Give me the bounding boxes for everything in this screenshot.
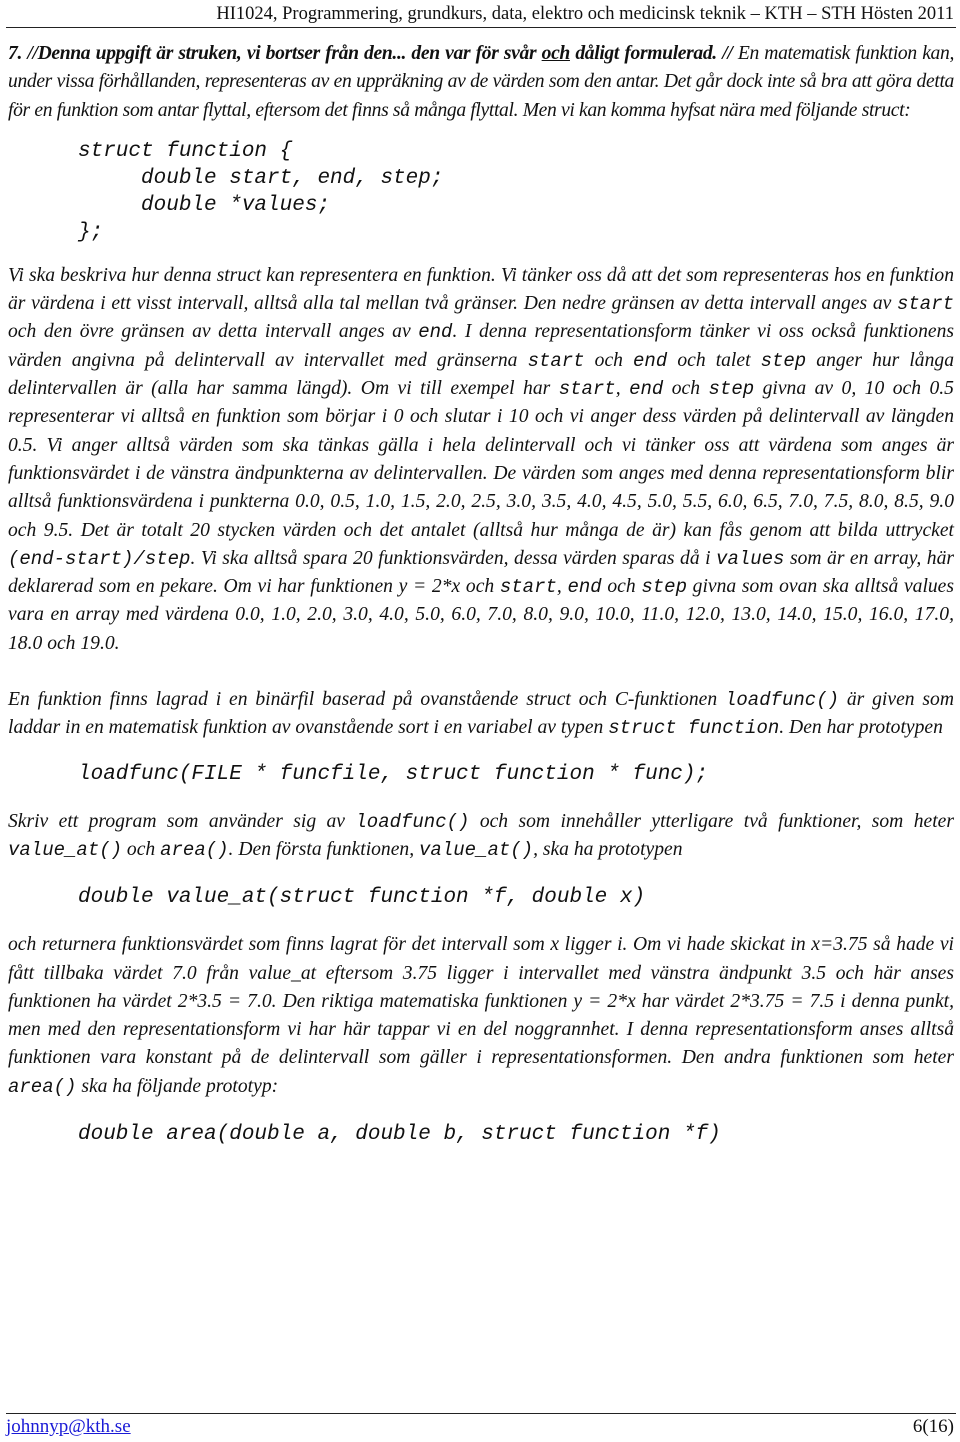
task-intro-text: En matematisk funktion kan, under vissa förhållanden, representeras av en uppräkning av de värden som den antar. Det går dock inte så bra att göra detta för en funktion som antar flyttal, eftersom det finns så många flyttal. Men vi kan komma hyfsat nära med följande struct: (8, 43, 954, 121)
page-footer (6, 1416, 954, 1438)
document-body (8, 40, 954, 1148)
value-at-prototype: double value_at(struct function *f, double x) (78, 886, 646, 910)
task-intro-paragraph (8, 40, 954, 125)
value-at-explanation-paragraph: och returnera funktionsvärdet som finns lagrat för det intervall som x ligger i. Om vi hade skickat in x=3.75 så hade vi fått tillbaka värdet 7.0 från value_at eftersom 3.75 ligger i intervallet med vänstra ändpunkt 3.5 och här anses funktionen ha värdet 2*3.5 = 7.0. Den riktiga matematiska funktionen y = 2*x har värdet 2*3.75 = 7.5 i denna punkt, men med den representationsform vi har här tappar vi en del noggrannhet. I denna representationsform anses alltså funktionen vara konstant på de delintervall som gäller i representationsformen. Den andra funktionen som heter area() ska ha följande prototyp: (8, 934, 954, 1098)
task-title-underlined: och (541, 43, 570, 64)
task-title: 7. //Denna uppgift är struken, vi bortser från den... den var för svår och dåligt formulerad. // (8, 43, 733, 64)
program-task-paragraph: Skriv ett program som använder sig av loadfunc() och som innehåller ytterligare två funktioner, som heter value_at() och area(). Den första funktionen, value_at(), ska ha prototypen (8, 810, 954, 861)
struct-code-block: struct function { double start, end, step; double *values; }; (78, 139, 444, 244)
footer-divider (6, 1413, 956, 1414)
page-number: 6(16) (912, 1416, 954, 1437)
header-divider (6, 27, 956, 28)
loadfunc-paragraph: En funktion finns lagrad i en binärfil baserad på ovanstående struct och C-funktionen loadfunc() är given som laddar in en matematisk funktion av ovanstående sort i en variabel av typen struct function. Den har prototypen (8, 689, 954, 740)
struct-explanation-paragraph: Vi ska beskriva hur denna struct kan representera en funktion. Vi tänker oss då att det som representeras hos en funktion är värdena i ett visst intervall, alltså alla tal mellan två gränser. Den nedre gränsen av detta intervall anges av start och den övre gränsen av detta intervall anges av end. I denna representationsform tänker vi oss också funktionens värden angivna på delintervall av intervallet med gränserna start och end och talet step anger hur långa delintervallen är (alla har samma längd). Om vi till exempel har start, end och step givna av 0, 10 och 0.5 representerar vi alltså en funktion som börjar i 0 och slutar i 10 och vi anger dess värden på delintervall av längden 0.5. Vi anger alltså värden som ska tänkas gälla i hela delintervall och vi tänker oss att värdena som anges är funktionsvärdet i de vänstra ändpunkterna av delintervallen. De värden som anges med denna representationsform blir alltså funktionsvärdena i punkterna 0.0, 0.5, 1.0, 1.5, 2.0, 2.5, 3.0, 3.5, 4.0, 4.5, 5.0, 5.5, 6.0, 6.5, 7.0, 7.5, 8.0, 8.5, 9.0 och 9.5. Det är totalt 20 stycken värden och det antalet (alltså hur många de är) kan fås genom att bilda uttrycket (end-start)/step. Vi ska alltså spara 20 funktionsvärden, dessa värden sparas då i values som är en array, här deklarerad som en pekare. Om vi har funktionen y = 2*x och start, end och step givna som ovan ska alltså values vara en array med värdena 0.0, 1.0, 2.0, 3.0, 4.0, 5.0, 6.0, 7.0, 8.0, 9.0, 10.0, 11.0, 12.0, 13.0, 14.0, 15.0, 16.0, 17.0, 18.0 och 19.0. (8, 264, 955, 654)
loadfunc-prototype: loadfunc(FILE * funcfile, struct function * func); (78, 762, 709, 786)
area-prototype: double area(double a, double b, struct function *f) (78, 1123, 721, 1147)
author-email-link[interactable]: johnnyp@kth.se (6, 1416, 131, 1437)
page-header: HI1024, Programmering, grundkurs, data, elektro och medicinsk teknik – KTH – STH Hösten 2011 (216, 4, 954, 24)
